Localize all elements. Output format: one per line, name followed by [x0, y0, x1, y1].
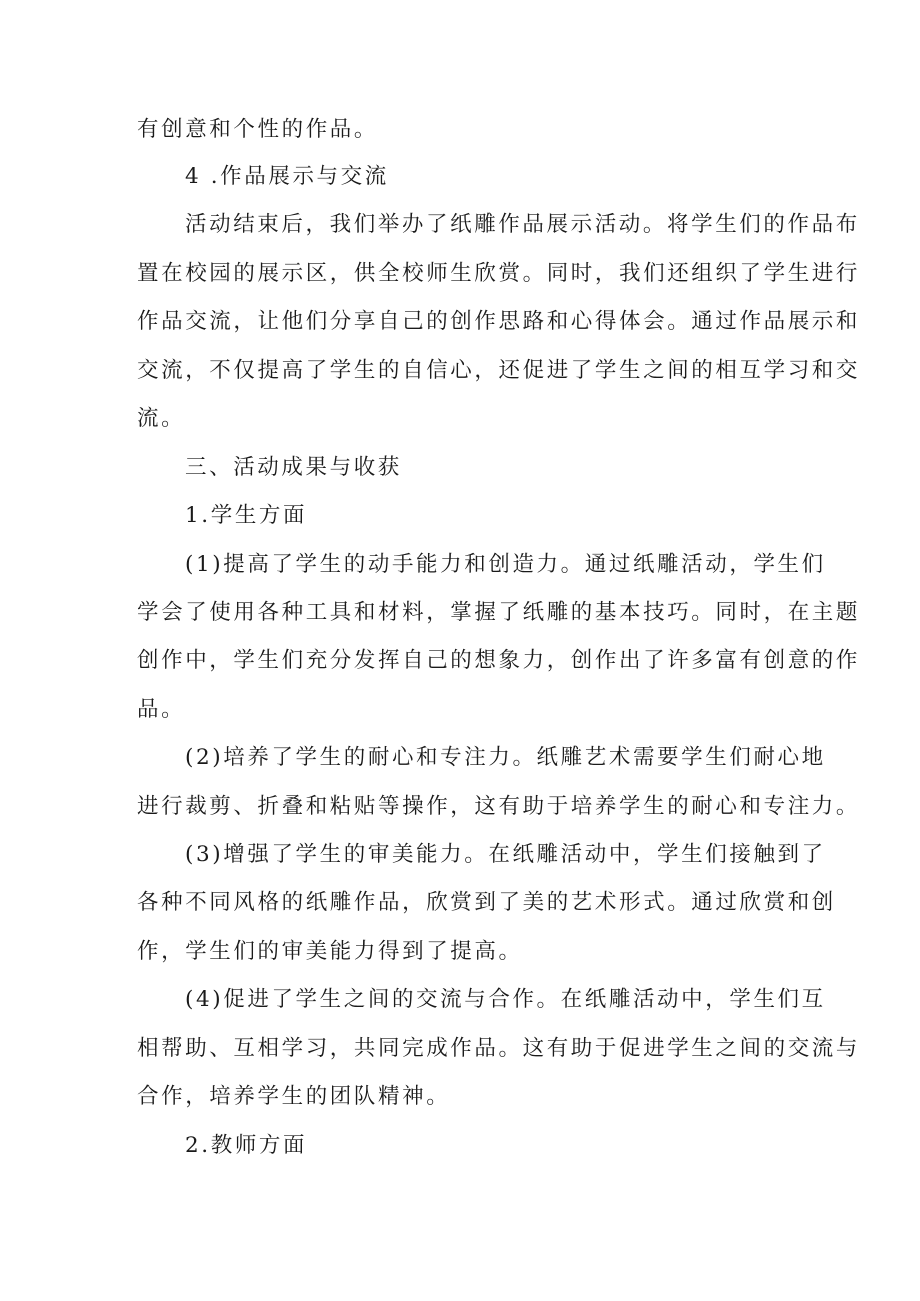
- paragraph-line: 置在校园的展示区，供全校师生欣赏。同时，我们还组织了学生进行: [137, 261, 861, 286]
- paragraph-line: (3)增强了学生的审美能力。在纸雕活动中，学生们接触到了: [185, 842, 826, 867]
- paragraph-line: 合作，培养学生的团队精神。: [137, 1084, 451, 1109]
- section-heading: 1.学生方面: [185, 503, 308, 528]
- paragraph-line: (4)促进了学生之间的交流与合作。在纸雕活动中，学生们互: [185, 987, 826, 1012]
- paragraph-line: 活动结束后，我们举办了纸雕作品展示活动。将学生们的作品布: [185, 212, 860, 237]
- section-heading: 三、活动成果与收获: [185, 455, 402, 480]
- paragraph-line: 交流，不仅提高了学生的自信心，还促进了学生之间的相互学习和交: [137, 358, 861, 383]
- paragraph-line: 学会了使用各种工具和材料，掌握了纸雕的基本技巧。同时，在主题: [137, 600, 861, 625]
- paragraph-line: (2)培养了学生的耐心和专注力。纸雕艺术需要学生们耐心地: [185, 745, 826, 770]
- paragraph-line: 流。: [137, 406, 186, 431]
- paragraph-line: 相帮助、互相学习，共同完成作品。这有助于促进学生之间的交流与: [137, 1036, 861, 1061]
- paragraph-line: 作品交流，让他们分享自己的创作思路和心得体会。通过作品展示和: [137, 309, 861, 334]
- paragraph-line: 作，学生们的审美能力得到了提高。: [137, 939, 523, 964]
- paragraph-line: 各种不同风格的纸雕作品，欣赏到了美的艺术形式。通过欣赏和创: [137, 890, 836, 915]
- paragraph-line: 有创意和个性的作品。: [137, 117, 379, 142]
- paragraph-line: 创作中，学生们充分发挥自己的想象力，创作出了许多富有创意的作: [137, 648, 861, 673]
- section-heading: 2.教师方面: [185, 1133, 308, 1158]
- paragraph-line: (1)提高了学生的动手能力和创造力。通过纸雕活动，学生们: [185, 552, 826, 577]
- paragraph-line: 品。: [137, 697, 186, 722]
- paragraph-line: 进行裁剪、折叠和粘贴等操作，这有助于培养学生的耐心和专注力。: [137, 794, 861, 819]
- section-heading: 4 .作品展示与交流: [185, 164, 389, 189]
